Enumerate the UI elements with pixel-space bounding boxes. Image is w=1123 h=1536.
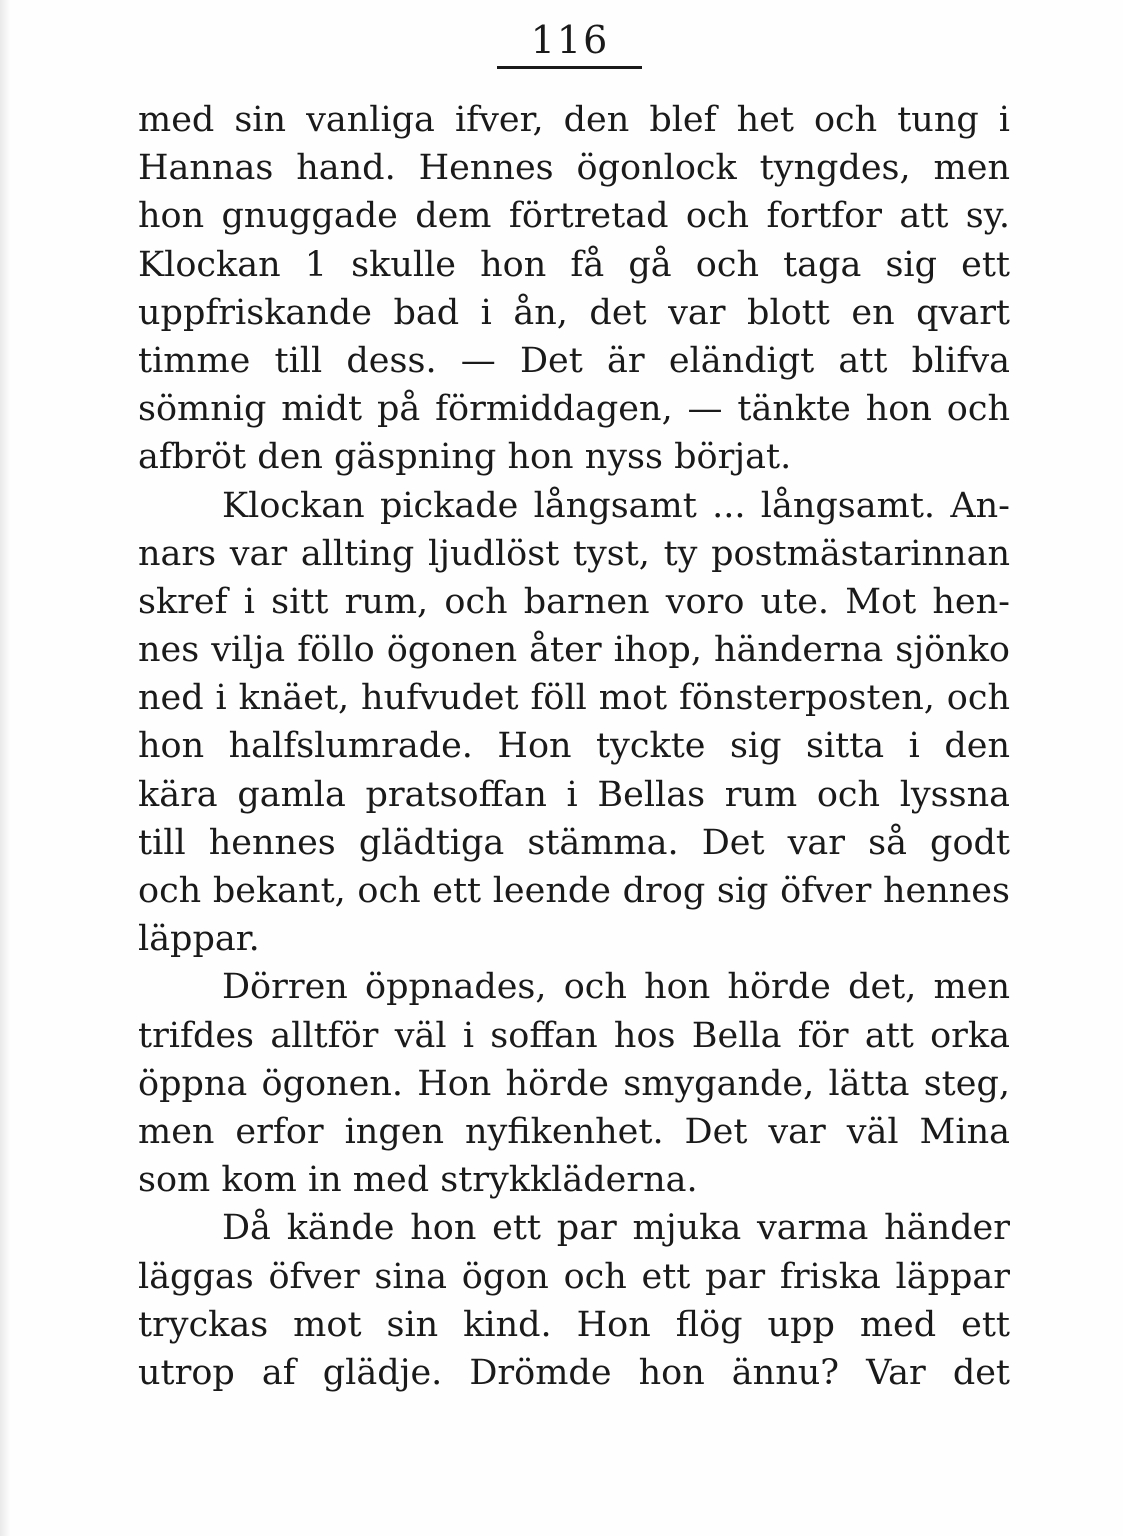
text-line: läggas öfver sina ögon och ett par friska läppar bbox=[138, 1256, 1010, 1297]
text-line: och bekant, och ett leende drog sig öfver hennes bbox=[138, 871, 1010, 911]
text-line: Klockan 1 skulle hon få gå och taga sig ett bbox=[138, 244, 1010, 285]
text-line: hon halfslumrade. Hon tyckte sig sitta i den bbox=[138, 726, 1010, 767]
text-line: afbröt den gäspning hon nyss börjat. bbox=[138, 437, 792, 478]
text-line: Klockan pickade långsamt ... långsamt. An- bbox=[222, 485, 1010, 526]
page-number: 116 bbox=[530, 18, 610, 62]
text-line: till hennes glädtiga stämma. Det var så godt bbox=[138, 822, 1010, 863]
body-text bbox=[138, 96, 1010, 1397]
text-line: timme till dess. — Det är eländigt att blifva bbox=[138, 340, 1010, 381]
text-line: trifdes alltför väl i soffan hos Bella för att orka bbox=[138, 1015, 1010, 1056]
text-line: men erfor ingen nyfikenhet. Det var väl Mina bbox=[138, 1111, 1010, 1152]
text-line: Då kände hon ett par mjuka varma händer bbox=[222, 1208, 1010, 1249]
text-line: nars var allting ljudlöst tyst, ty postmästarinnan bbox=[138, 533, 1010, 574]
page-number-rule bbox=[497, 66, 642, 69]
text-line: utrop af glädje. Drömde hon ännu? Var det bbox=[138, 1352, 1010, 1393]
text-line: som kom in med strykkläderna. bbox=[138, 1160, 698, 1201]
text-line: Dörren öppnades, och hon hörde det, men bbox=[222, 967, 1010, 1008]
text-line: uppfriskande bad i ån, det var blott en qvart bbox=[138, 292, 1010, 333]
text-line: med sin vanliga ifver, den blef het och tung i bbox=[138, 100, 1010, 140]
text-line: hon gnuggade dem förtretad och fortfor att sy. bbox=[138, 196, 1010, 237]
text-line: nes vilja föllo ögonen åter ihop, händerna sjönko bbox=[138, 630, 1010, 671]
text-line: ned i knäet, hufvudet föll mot fönsterposten, och bbox=[138, 678, 1010, 719]
text-line: läppar. bbox=[138, 919, 260, 960]
text-line: öppna ögonen. Hon hörde smygande, lätta steg, bbox=[138, 1063, 1010, 1104]
text-line: sömnig midt på förmiddagen, — tänkte hon och bbox=[138, 389, 1010, 430]
text-line: Hannas hand. Hennes ögonlock tyngdes, men bbox=[138, 148, 1010, 189]
text-line: tryckas mot sin kind. Hon flög upp med ett bbox=[138, 1304, 1010, 1345]
page-edge-shadow bbox=[0, 0, 10, 1536]
text-line: skref i sitt rum, och barnen voro ute. Mot hen- bbox=[138, 581, 1010, 622]
text-line: kära gamla pratsoffan i Bellas rum och lyssna bbox=[138, 774, 1010, 815]
